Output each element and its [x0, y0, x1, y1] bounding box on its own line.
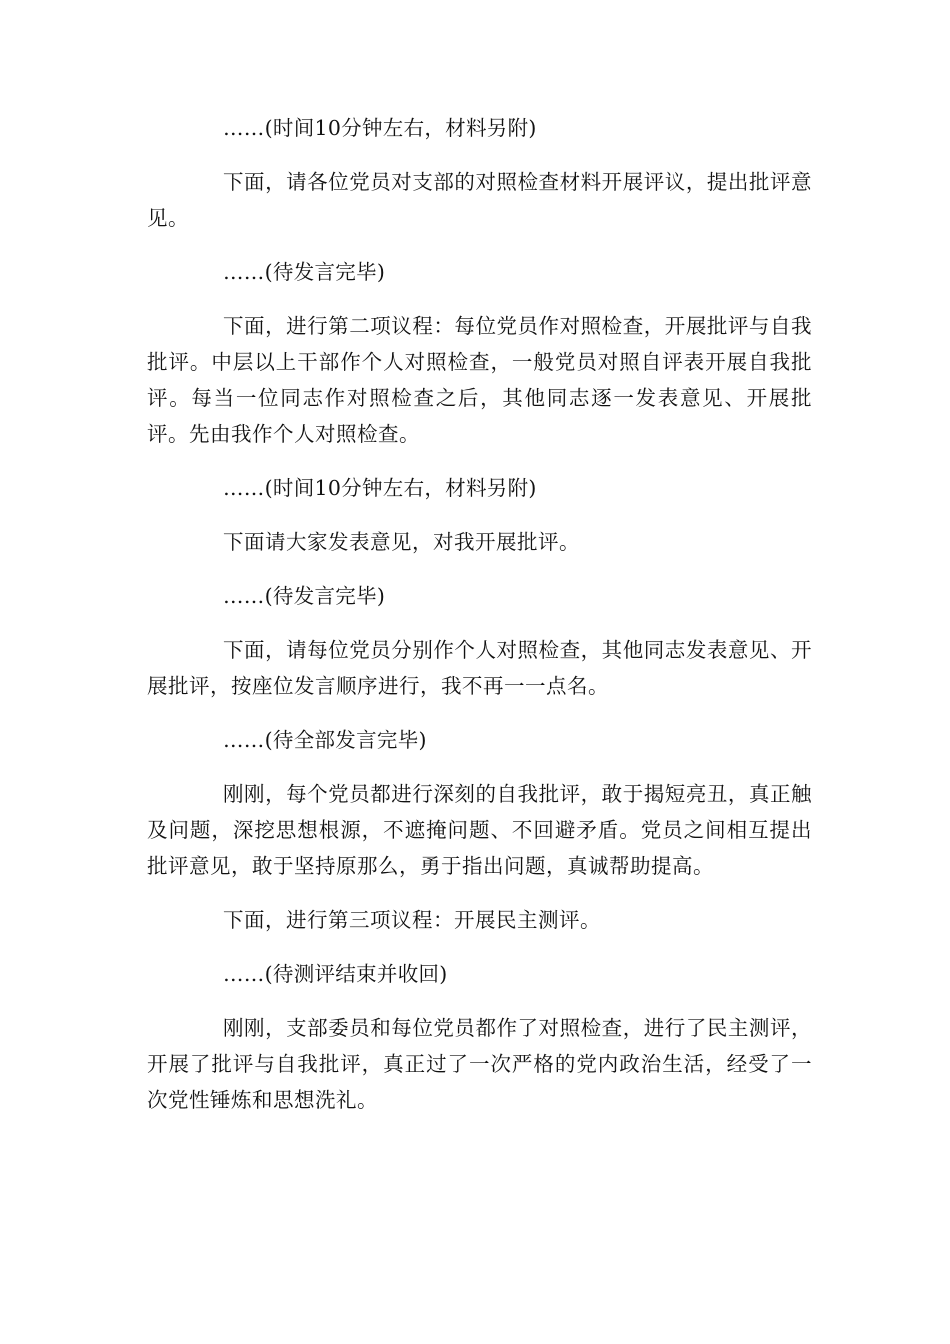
stage-note: ……(时间10分钟左右，材料另附) [223, 476, 537, 500]
stage-note: ……(待测评结束并收回) [223, 962, 448, 986]
body-paragraph: 下面，请各位党员对支部的对照检查材料开展评议，提出批评意见。 [147, 170, 812, 230]
stage-note: ……(待发言完毕) [223, 260, 386, 284]
body-paragraph: 刚刚，每个党员都进行深刻的自我批评，敢于揭短亮丑，真正触及问题，深挖思想根源，不遮掩问题、不回避矛盾。党员之间相互提出批评意见，敢于坚持原那么，勇于指出问题，真诚帮助提高。 [147, 782, 812, 878]
body-paragraph: 刚刚，支部委员和每位党员都作了对照检查，进行了民主测评，开展了批评与自我批评，真正过了一次严格的党内政治生活，经受了一次党性锤炼和思想洗礼。 [147, 1016, 812, 1112]
body-paragraph: 下面请大家发表意见，对我开展批评。 [223, 530, 580, 554]
body-paragraph: 下面，进行第三项议程：开展民主测评。 [223, 908, 601, 932]
body-paragraph: 下面，请每位党员分别作个人对照检查，其他同志发表意见、开展批评，按座位发言顺序进行，我不再一一点名。 [147, 638, 812, 698]
stage-note: ……(待全部发言完毕) [223, 728, 427, 752]
stage-note: ……(时间10分钟左右，材料另附) [223, 116, 537, 140]
document-body [147, 110, 812, 1136]
body-paragraph: 下面，进行第二项议程：每位党员作对照检查，开展批评与自我批评。中层以上干部作个人对照检查，一般党员对照自评表开展自我批评。每当一位同志作对照检查之后，其他同志逐一发表意见、开展批评。先由我作个人对照检查。 [147, 314, 812, 446]
stage-note: ……(待发言完毕) [223, 584, 386, 608]
